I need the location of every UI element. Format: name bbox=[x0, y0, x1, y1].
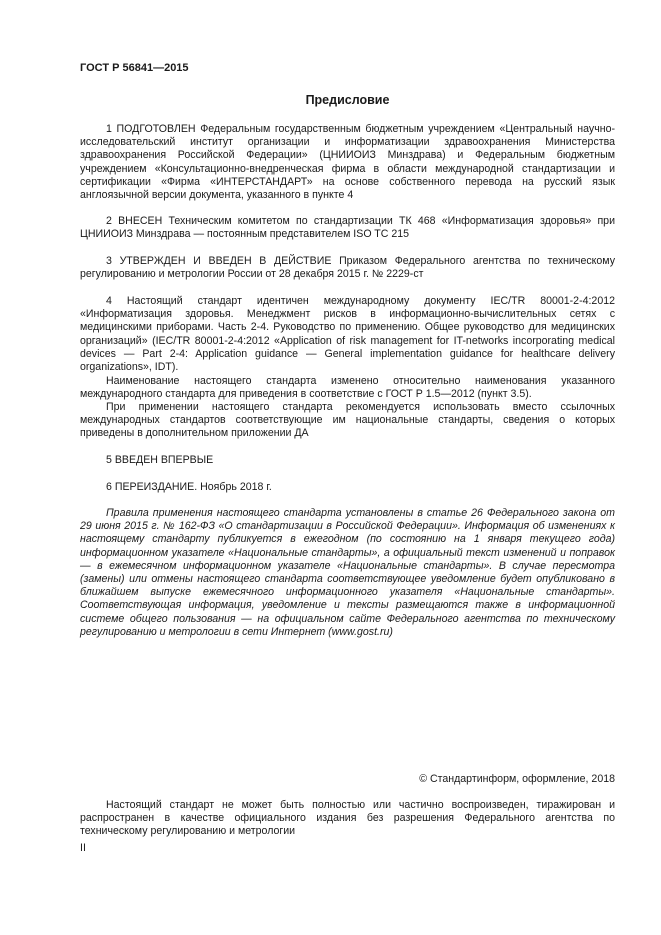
paragraph-approved: 3 УТВЕРЖДЕН И ВВЕДЕН В ДЕЙСТВИЕ Приказом Федерального агентства по техническому регулированию и метрологии России от 28 декабря 2015 г. № 2229-ст bbox=[80, 255, 615, 281]
page-header-code: ГОСТ Р 56841—2015 bbox=[80, 62, 189, 74]
paragraph-reproduction-notice: Настоящий стандарт не может быть полностью или частично воспроизведен, тиражирован и распространен в качестве официального издания без разрешения Федерального агентства по техническому регулированию и метрологии bbox=[80, 799, 615, 838]
paragraph-reissue: 6 ПЕРЕИЗДАНИЕ. Ноябрь 2018 г. bbox=[106, 481, 272, 493]
paragraph-name-changed: Наименование настоящего стандарта изменено относительно наименования указанного международного стандарта для приведения в соответствие с ГОСТ Р 1.5—2012 (пункт 3.5). bbox=[80, 375, 615, 401]
paragraph-identical-standard: 4 Настоящий стандарт идентичен международному документу IEC/TR 80001-2-4:2012 «Информатизация здоровья. Менеджмент рисков в информационно-вычислительных сетях с медицинскими приборами. Часть 2-4. Руководство по применению. Общее руководство для медицинских организаций» (IEC/TR 80001-2-4:2012 «Application of risk management for IT-networks incorporating medical devices — Part 2-4: Application guidance — General implementation guidance for healthcare delivery organizations», IDT). bbox=[80, 295, 615, 374]
page-number: II bbox=[80, 842, 86, 854]
paragraph-national-standards: При применении настоящего стандарта рекомендуется использовать вместо ссылочных международных стандартов соответствующие им национальные стандарты, сведения о которых приведены в дополнительном приложении ДА bbox=[80, 401, 615, 440]
page-title: Предисловие bbox=[305, 93, 390, 107]
paragraph-introduced-by: 2 ВНЕСЕН Техническим комитетом по стандартизации ТК 468 «Информатизация здоровья» при ЦНИИОИЗ Минздрава — постоянным представителем ISO TC 215 bbox=[80, 215, 615, 241]
paragraph-introduced-first: 5 ВВЕДЕН ВПЕРВЫЕ bbox=[106, 454, 214, 466]
paragraph-application-rules: Правила применения настоящего стандарта установлены в статье 26 Федерального закона от 29 июня 2015 г. № 162-ФЗ «О стандартизации в Российской Федерации». Информация об изменениях к настоящему стандарту публикуется в ежегодном (по состоянию на 1 января текущего года) информационном указателе «Национальные стандарты», а официальный текст изменений и поправок — в ежемесячном информационном указателе «Национальные стандарты». В случае пересмотра (замены) или отмены настоящего стандарта соответствующее уведомление будет опубликовано в ближайшем выпуске ежемесячного информационного указателя «Национальные стандарты». Соответствующая информация, уведомление и тексты размещаются также в информационной системе общего пользования — на официальном сайте Федерального агентства по техническому регулированию и метрологии в сети Интернет (www.gost.ru) bbox=[80, 507, 615, 638]
paragraph-prepared-by: 1 ПОДГОТОВЛЕН Федеральным государственным бюджетным учреждением «Центральный научно-исследовательский институт организации и информатизации здравоохранения Министерства здравоохранения Российской Федерации» (ЦНИИОИЗ Минздрава) и Федеральным бюджетным учреждением «Консультационно-внедренческая фирма в области международной стандартизации и сертификации «Фирма «ИНТЕРСТАНДАРТ» на основе собственного перевода на русский язык англоязычной версии документа, указанного в пункте 4 bbox=[80, 123, 615, 202]
copyright-line: © Стандартинформ, оформление, 2018 bbox=[419, 773, 615, 785]
